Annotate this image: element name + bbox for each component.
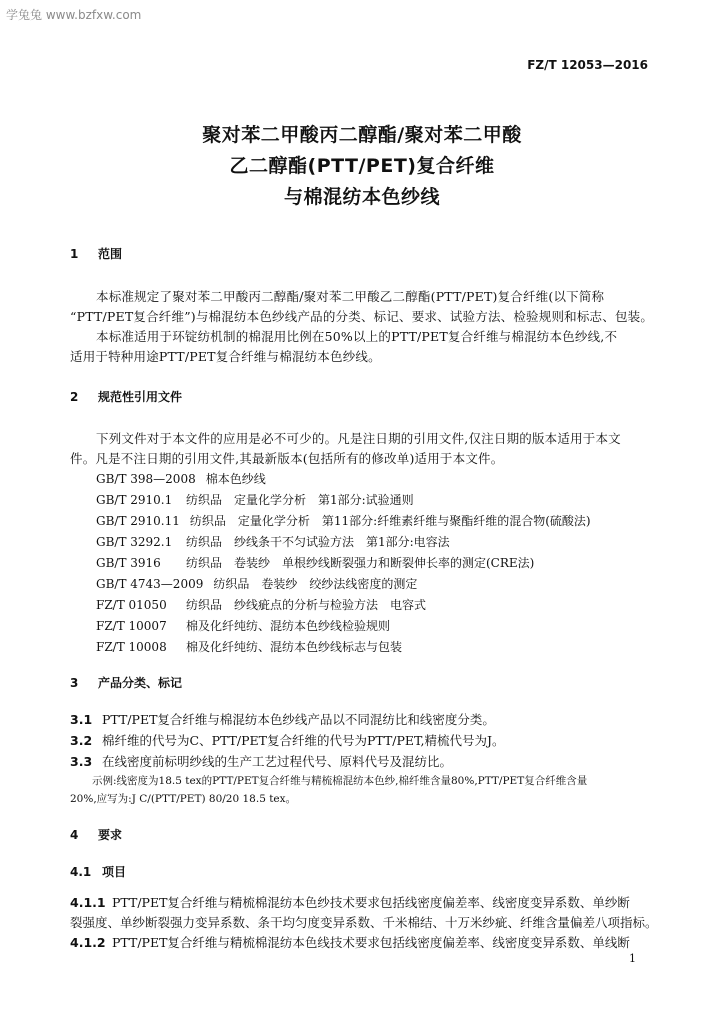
section-3-number: 3 <box>70 676 79 690</box>
section-3-title: 产品分类、标记 <box>98 676 183 690</box>
section-1-title: 范围 <box>98 247 123 261</box>
section-4-heading <box>70 826 122 843</box>
clause-text: PTT/PET复合纤维与精梳棉混纺本色纱技术要求包括线密度偏差率、线密度变异系数、单纱断 <box>112 895 630 910</box>
subsection-title: 项目 <box>102 865 127 879</box>
reference-code: FZ/T 10008 <box>96 640 167 654</box>
clause-number: 3.2 <box>70 733 93 748</box>
clause-text: PTT/PET复合纤维与精梳棉混纺本色线技术要求包括线密度偏差率、线密度变异系数、单线断 <box>112 935 630 950</box>
clause-4-1-2-line-1 <box>70 933 630 951</box>
page-number: 1 <box>629 952 636 965</box>
example-line-1: 示例:线密度为18.5 tex的PTT/PET复合纤维与精梳棉混纺本色纱,棉纤维含量80%,PTT/PET复合纤维含量 <box>92 775 588 787</box>
section-4-number: 4 <box>70 828 79 842</box>
clause-text: PTT/PET复合纤维与棉混纺本色纱线产品以不同混纺比和线密度分类。 <box>102 712 495 727</box>
section-1-paragraph-2-line-1: 本标准适用于环锭纺机制的棉混用比例在50%以上的PTT/PET复合纤维与棉混纺本色纱线,不 <box>96 329 618 344</box>
reference-item <box>96 638 402 655</box>
reference-code: GB/T 2910.1 <box>96 493 173 507</box>
reference-code: GB/T 398—2008 <box>96 472 196 486</box>
subsection-4-1-heading <box>70 863 126 880</box>
section-1-paragraph-2-line-2: 适用于特种用途PTT/PET复合纤维与棉混纺本色纱线。 <box>70 349 381 364</box>
reference-title: 棉本色纱线 <box>205 472 266 486</box>
reference-title: 纺织品 定量化学分析 第1部分:试验通则 <box>186 493 414 507</box>
watermark: 学兔兔 www.bzfxw.com <box>6 8 142 22</box>
reference-code: GB/T 3916 <box>96 556 161 570</box>
section-1-heading <box>70 245 122 262</box>
clause-number: 4.1.1 <box>70 895 106 910</box>
clause-3-1 <box>70 710 495 728</box>
title-line-2: 乙二醇酯(PTT/PET)复合纤维 <box>229 155 495 177</box>
clause-number: 4.1.2 <box>70 935 106 950</box>
clause-4-1-1-line-2: 裂强度、单纱断裂强力变异系数、条干均匀度变异系数、千米棉结、十万米纱疵、纤维含量偏差八项指标。 <box>70 915 658 930</box>
section-2-number: 2 <box>70 390 79 404</box>
title-line-1: 聚对苯二甲酸丙二醇酯/聚对苯二甲酸 <box>202 124 522 146</box>
reference-item <box>96 617 390 634</box>
clause-3-3 <box>70 752 452 770</box>
example-line-2: 20%,应写为:J C/(PTT/PET) 80/20 18.5 tex。 <box>70 793 297 805</box>
reference-item <box>96 533 450 550</box>
reference-item <box>96 575 417 592</box>
clause-number: 3.1 <box>70 712 93 727</box>
title-line-3: 与棉混纺本色纱线 <box>283 186 440 208</box>
section-2-title: 规范性引用文件 <box>98 390 183 404</box>
section-1-number: 1 <box>70 247 79 261</box>
section-2-heading <box>70 388 182 405</box>
reference-title: 棉及化纤纯纺、混纺本色纱线检验规则 <box>186 619 391 633</box>
reference-title: 纺织品 纱线疵点的分析与检验方法 电容式 <box>186 598 427 612</box>
reference-title: 纺织品 卷装纱 单根纱线断裂强力和断裂伸长率的测定(CRE法) <box>186 556 535 570</box>
section-2-paragraph-line-2: 件。凡是不注日期的引用文件,其最新版本(包括所有的修改单)适用于本文件。 <box>70 451 504 466</box>
reference-code: GB/T 3292.1 <box>96 535 173 549</box>
reference-title: 纺织品 纱线条干不匀试验方法 第1部分:电容法 <box>186 535 450 549</box>
subsection-number: 4.1 <box>70 865 92 879</box>
reference-title: 纺织品 卷装纱 绞纱法线密度的测定 <box>213 577 418 591</box>
reference-item <box>96 554 534 571</box>
clause-text: 在线密度前标明纱线的生产工艺过程代号、原料代号及混纺比。 <box>102 754 453 769</box>
section-3-heading <box>70 674 182 691</box>
section-2-paragraph-line-1: 下列文件对于本文件的应用是必不可少的。凡是注日期的引用文件,仅注日期的版本适用于本文 <box>96 431 621 446</box>
clause-number: 3.3 <box>70 754 93 769</box>
clause-text: 棉纤维的代号为C、PTT/PET复合纤维的代号为PTT/PET,精梳代号为J。 <box>102 733 505 748</box>
reference-code: FZ/T 01050 <box>96 598 167 612</box>
section-1-paragraph-1-line-2: “PTT/PET复合纤维”)与棉混纺本色纱线产品的分类、标记、要求、试验方法、检验规则和标志、包装。 <box>70 309 654 324</box>
reference-code: GB/T 2910.11 <box>96 514 180 528</box>
reference-item <box>96 512 591 529</box>
clause-4-1-1-line-1 <box>70 893 630 911</box>
reference-item <box>96 596 426 613</box>
document-number: FZ/T 12053—2016 <box>527 58 648 72</box>
reference-item <box>96 470 266 487</box>
reference-item <box>96 491 414 508</box>
reference-code: FZ/T 10007 <box>96 619 167 633</box>
reference-title: 纺织品 定量化学分析 第11部分:纤维素纤维与聚酯纤维的混合物(硫酸法) <box>189 514 591 528</box>
clause-3-2 <box>70 731 505 749</box>
section-1-paragraph-1-line-1: 本标准规定了聚对苯二甲酸丙二醇酯/聚对苯二甲酸乙二醇酯(PTT/PET)复合纤维(以下简称 <box>96 289 605 304</box>
reference-code: GB/T 4743—2009 <box>96 577 204 591</box>
section-4-title: 要求 <box>98 828 123 842</box>
reference-title: 棉及化纤纯纺、混纺本色纱线标志与包装 <box>186 640 403 654</box>
